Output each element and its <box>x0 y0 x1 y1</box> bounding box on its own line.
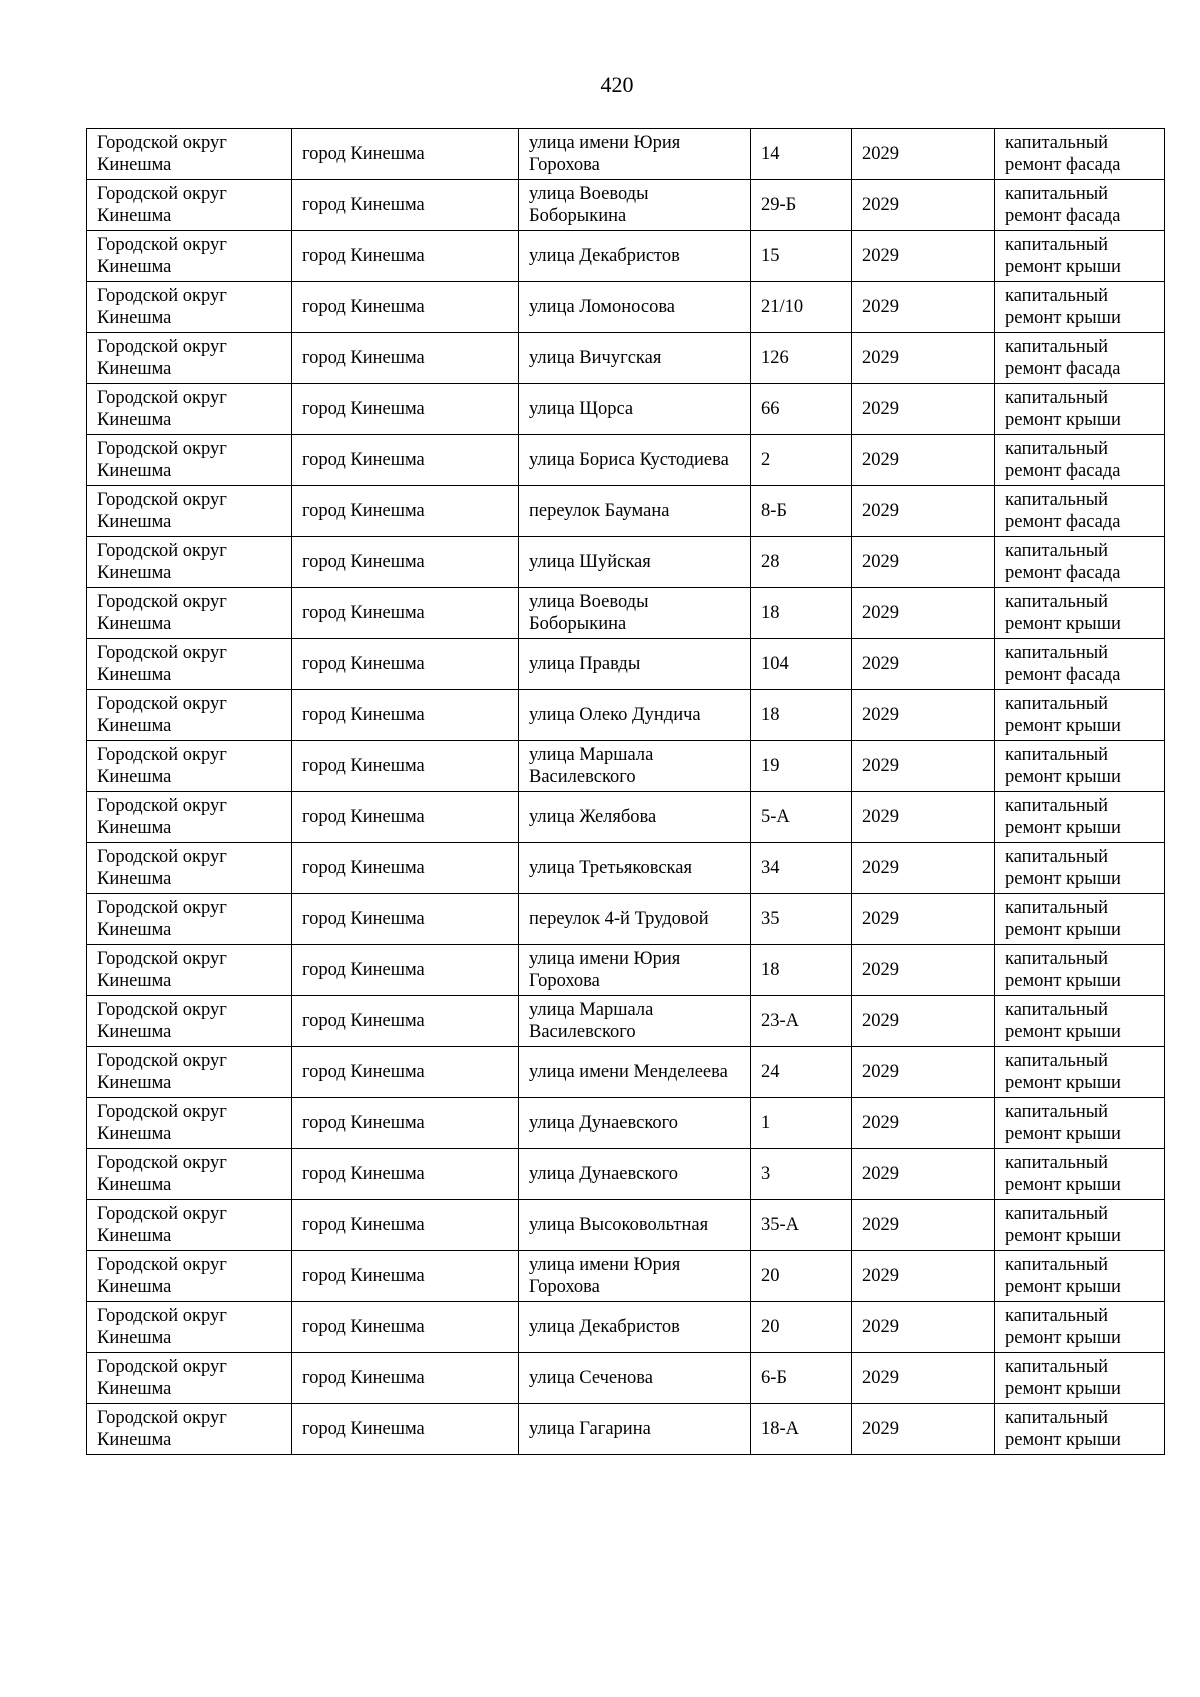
district-cell: Городской округ Кинешма <box>87 537 292 588</box>
work-type-cell: капитальный ремонт крыши <box>995 1251 1165 1302</box>
work-type-cell: капитальный ремонт фасада <box>995 180 1165 231</box>
repair-register-table <box>86 128 1165 1455</box>
city-cell: город Кинешма <box>292 945 519 996</box>
house-number-cell: 18 <box>751 588 852 639</box>
table-row <box>87 180 1165 231</box>
city-cell: город Кинешма <box>292 792 519 843</box>
table-row <box>87 1047 1165 1098</box>
house-number-cell: 34 <box>751 843 852 894</box>
work-type-cell: капитальный ремонт крыши <box>995 1149 1165 1200</box>
year-cell: 2029 <box>852 333 995 384</box>
city-cell: город Кинешма <box>292 282 519 333</box>
district-cell: Городской округ Кинешма <box>87 690 292 741</box>
street-cell: улица Третьяковская <box>519 843 751 894</box>
house-number-cell: 24 <box>751 1047 852 1098</box>
district-cell: Городской округ Кинешма <box>87 792 292 843</box>
house-number-cell: 20 <box>751 1251 852 1302</box>
street-cell: улица Щорса <box>519 384 751 435</box>
house-number-cell: 8-Б <box>751 486 852 537</box>
city-cell: город Кинешма <box>292 1302 519 1353</box>
city-cell: город Кинешма <box>292 1098 519 1149</box>
city-cell: город Кинешма <box>292 486 519 537</box>
street-cell: улица Гагарина <box>519 1404 751 1455</box>
house-number-cell: 29-Б <box>751 180 852 231</box>
city-cell: город Кинешма <box>292 1353 519 1404</box>
house-number-cell: 35 <box>751 894 852 945</box>
table-row <box>87 486 1165 537</box>
street-cell: переулок 4-й Трудовой <box>519 894 751 945</box>
house-number-cell: 104 <box>751 639 852 690</box>
house-number-cell: 19 <box>751 741 852 792</box>
house-number-cell: 66 <box>751 384 852 435</box>
year-cell: 2029 <box>852 180 995 231</box>
street-cell: улица имени Юрия Горохова <box>519 945 751 996</box>
city-cell: город Кинешма <box>292 435 519 486</box>
year-cell: 2029 <box>852 435 995 486</box>
work-type-cell: капитальный ремонт крыши <box>995 1353 1165 1404</box>
house-number-cell: 15 <box>751 231 852 282</box>
street-cell: улица Сеченова <box>519 1353 751 1404</box>
work-type-cell: капитальный ремонт крыши <box>995 894 1165 945</box>
work-type-cell: капитальный ремонт крыши <box>995 1200 1165 1251</box>
city-cell: город Кинешма <box>292 690 519 741</box>
street-cell: улица Дунаевского <box>519 1149 751 1200</box>
work-type-cell: капитальный ремонт фасада <box>995 129 1165 180</box>
year-cell: 2029 <box>852 1302 995 1353</box>
work-type-cell: капитальный ремонт крыши <box>995 1404 1165 1455</box>
street-cell: улица Дунаевского <box>519 1098 751 1149</box>
year-cell: 2029 <box>852 1404 995 1455</box>
street-cell: переулок Баумана <box>519 486 751 537</box>
table-row <box>87 1404 1165 1455</box>
district-cell: Городской округ Кинешма <box>87 435 292 486</box>
street-cell: улица Ломоносова <box>519 282 751 333</box>
city-cell: город Кинешма <box>292 537 519 588</box>
year-cell: 2029 <box>852 843 995 894</box>
district-cell: Городской округ Кинешма <box>87 1302 292 1353</box>
city-cell: город Кинешма <box>292 384 519 435</box>
work-type-cell: капитальный ремонт фасада <box>995 537 1165 588</box>
street-cell: улица Маршала Василевского <box>519 996 751 1047</box>
table-row <box>87 894 1165 945</box>
house-number-cell: 18 <box>751 690 852 741</box>
street-cell: улица Декабристов <box>519 1302 751 1353</box>
house-number-cell: 35-А <box>751 1200 852 1251</box>
year-cell: 2029 <box>852 1098 995 1149</box>
year-cell: 2029 <box>852 894 995 945</box>
house-number-cell: 126 <box>751 333 852 384</box>
house-number-cell: 20 <box>751 1302 852 1353</box>
table-row <box>87 333 1165 384</box>
table-row <box>87 282 1165 333</box>
work-type-cell: капитальный ремонт фасада <box>995 639 1165 690</box>
street-cell: улица Воеводы Боборыкина <box>519 588 751 639</box>
table-row <box>87 537 1165 588</box>
city-cell: город Кинешма <box>292 588 519 639</box>
work-type-cell: капитальный ремонт крыши <box>995 282 1165 333</box>
city-cell: город Кинешма <box>292 180 519 231</box>
year-cell: 2029 <box>852 1047 995 1098</box>
table-row <box>87 1098 1165 1149</box>
city-cell: город Кинешма <box>292 1251 519 1302</box>
year-cell: 2029 <box>852 129 995 180</box>
work-type-cell: капитальный ремонт крыши <box>995 792 1165 843</box>
district-cell: Городской округ Кинешма <box>87 1047 292 1098</box>
year-cell: 2029 <box>852 537 995 588</box>
house-number-cell: 2 <box>751 435 852 486</box>
table-row <box>87 588 1165 639</box>
house-number-cell: 18-А <box>751 1404 852 1455</box>
district-cell: Городской округ Кинешма <box>87 588 292 639</box>
district-cell: Городской округ Кинешма <box>87 486 292 537</box>
work-type-cell: капитальный ремонт фасада <box>995 435 1165 486</box>
table-row <box>87 690 1165 741</box>
work-type-cell: капитальный ремонт крыши <box>995 945 1165 996</box>
table-row <box>87 435 1165 486</box>
district-cell: Городской округ Кинешма <box>87 180 292 231</box>
street-cell: улица Шуйская <box>519 537 751 588</box>
district-cell: Городской округ Кинешма <box>87 639 292 690</box>
year-cell: 2029 <box>852 1353 995 1404</box>
year-cell: 2029 <box>852 1149 995 1200</box>
table-row <box>87 1353 1165 1404</box>
year-cell: 2029 <box>852 588 995 639</box>
year-cell: 2029 <box>852 1251 995 1302</box>
house-number-cell: 6-Б <box>751 1353 852 1404</box>
table-row <box>87 129 1165 180</box>
house-number-cell: 5-А <box>751 792 852 843</box>
year-cell: 2029 <box>852 486 995 537</box>
year-cell: 2029 <box>852 384 995 435</box>
year-cell: 2029 <box>852 741 995 792</box>
year-cell: 2029 <box>852 792 995 843</box>
work-type-cell: капитальный ремонт крыши <box>995 384 1165 435</box>
city-cell: город Кинешма <box>292 1200 519 1251</box>
house-number-cell: 18 <box>751 945 852 996</box>
year-cell: 2029 <box>852 1200 995 1251</box>
street-cell: улица имени Юрия Горохова <box>519 129 751 180</box>
street-cell: улица Желябова <box>519 792 751 843</box>
district-cell: Городской округ Кинешма <box>87 129 292 180</box>
table-row <box>87 1251 1165 1302</box>
work-type-cell: капитальный ремонт крыши <box>995 996 1165 1047</box>
year-cell: 2029 <box>852 996 995 1047</box>
year-cell: 2029 <box>852 639 995 690</box>
year-cell: 2029 <box>852 231 995 282</box>
street-cell: улица Олеко Дундича <box>519 690 751 741</box>
year-cell: 2029 <box>852 282 995 333</box>
work-type-cell: капитальный ремонт крыши <box>995 231 1165 282</box>
city-cell: город Кинешма <box>292 231 519 282</box>
work-type-cell: капитальный ремонт крыши <box>995 1098 1165 1149</box>
city-cell: город Кинешма <box>292 639 519 690</box>
street-cell: улица Бориса Кустодиева <box>519 435 751 486</box>
district-cell: Городской округ Кинешма <box>87 1149 292 1200</box>
district-cell: Городской округ Кинешма <box>87 231 292 282</box>
city-cell: город Кинешма <box>292 1149 519 1200</box>
work-type-cell: капитальный ремонт фасада <box>995 333 1165 384</box>
district-cell: Городской округ Кинешма <box>87 894 292 945</box>
work-type-cell: капитальный ремонт крыши <box>995 588 1165 639</box>
table-row <box>87 741 1165 792</box>
district-cell: Городской округ Кинешма <box>87 996 292 1047</box>
house-number-cell: 3 <box>751 1149 852 1200</box>
street-cell: улица Высоковольтная <box>519 1200 751 1251</box>
work-type-cell: капитальный ремонт фасада <box>995 486 1165 537</box>
city-cell: город Кинешма <box>292 1404 519 1455</box>
table-row <box>87 945 1165 996</box>
table-row <box>87 1200 1165 1251</box>
district-cell: Городской округ Кинешма <box>87 1404 292 1455</box>
district-cell: Городской округ Кинешма <box>87 333 292 384</box>
street-cell: улица Воеводы Боборыкина <box>519 180 751 231</box>
street-cell: улица Правды <box>519 639 751 690</box>
district-cell: Городской округ Кинешма <box>87 1353 292 1404</box>
table-row <box>87 231 1165 282</box>
city-cell: город Кинешма <box>292 1047 519 1098</box>
table-row <box>87 639 1165 690</box>
table-row <box>87 1149 1165 1200</box>
table-row <box>87 843 1165 894</box>
year-cell: 2029 <box>852 945 995 996</box>
street-cell: улица Вичугская <box>519 333 751 384</box>
street-cell: улица Маршала Василевского <box>519 741 751 792</box>
table-row <box>87 384 1165 435</box>
house-number-cell: 1 <box>751 1098 852 1149</box>
street-cell: улица имени Юрия Горохова <box>519 1251 751 1302</box>
city-cell: город Кинешма <box>292 741 519 792</box>
table-row <box>87 792 1165 843</box>
work-type-cell: капитальный ремонт крыши <box>995 1302 1165 1353</box>
city-cell: город Кинешма <box>292 894 519 945</box>
street-cell: улица имени Менделеева <box>519 1047 751 1098</box>
district-cell: Городской округ Кинешма <box>87 282 292 333</box>
work-type-cell: капитальный ремонт крыши <box>995 741 1165 792</box>
work-type-cell: капитальный ремонт крыши <box>995 1047 1165 1098</box>
table-row <box>87 996 1165 1047</box>
district-cell: Городской округ Кинешма <box>87 945 292 996</box>
district-cell: Городской округ Кинешма <box>87 384 292 435</box>
city-cell: город Кинешма <box>292 333 519 384</box>
city-cell: город Кинешма <box>292 996 519 1047</box>
year-cell: 2029 <box>852 690 995 741</box>
house-number-cell: 21/10 <box>751 282 852 333</box>
district-cell: Городской округ Кинешма <box>87 1251 292 1302</box>
city-cell: город Кинешма <box>292 129 519 180</box>
house-number-cell: 23-А <box>751 996 852 1047</box>
page-number: 420 <box>600 72 634 97</box>
street-cell: улица Декабристов <box>519 231 751 282</box>
district-cell: Городской округ Кинешма <box>87 843 292 894</box>
table-row <box>87 1302 1165 1353</box>
district-cell: Городской округ Кинешма <box>87 1098 292 1149</box>
work-type-cell: капитальный ремонт крыши <box>995 690 1165 741</box>
house-number-cell: 14 <box>751 129 852 180</box>
table-body <box>87 129 1165 1455</box>
district-cell: Городской округ Кинешма <box>87 741 292 792</box>
work-type-cell: капитальный ремонт крыши <box>995 843 1165 894</box>
district-cell: Городской округ Кинешма <box>87 1200 292 1251</box>
house-number-cell: 28 <box>751 537 852 588</box>
city-cell: город Кинешма <box>292 843 519 894</box>
